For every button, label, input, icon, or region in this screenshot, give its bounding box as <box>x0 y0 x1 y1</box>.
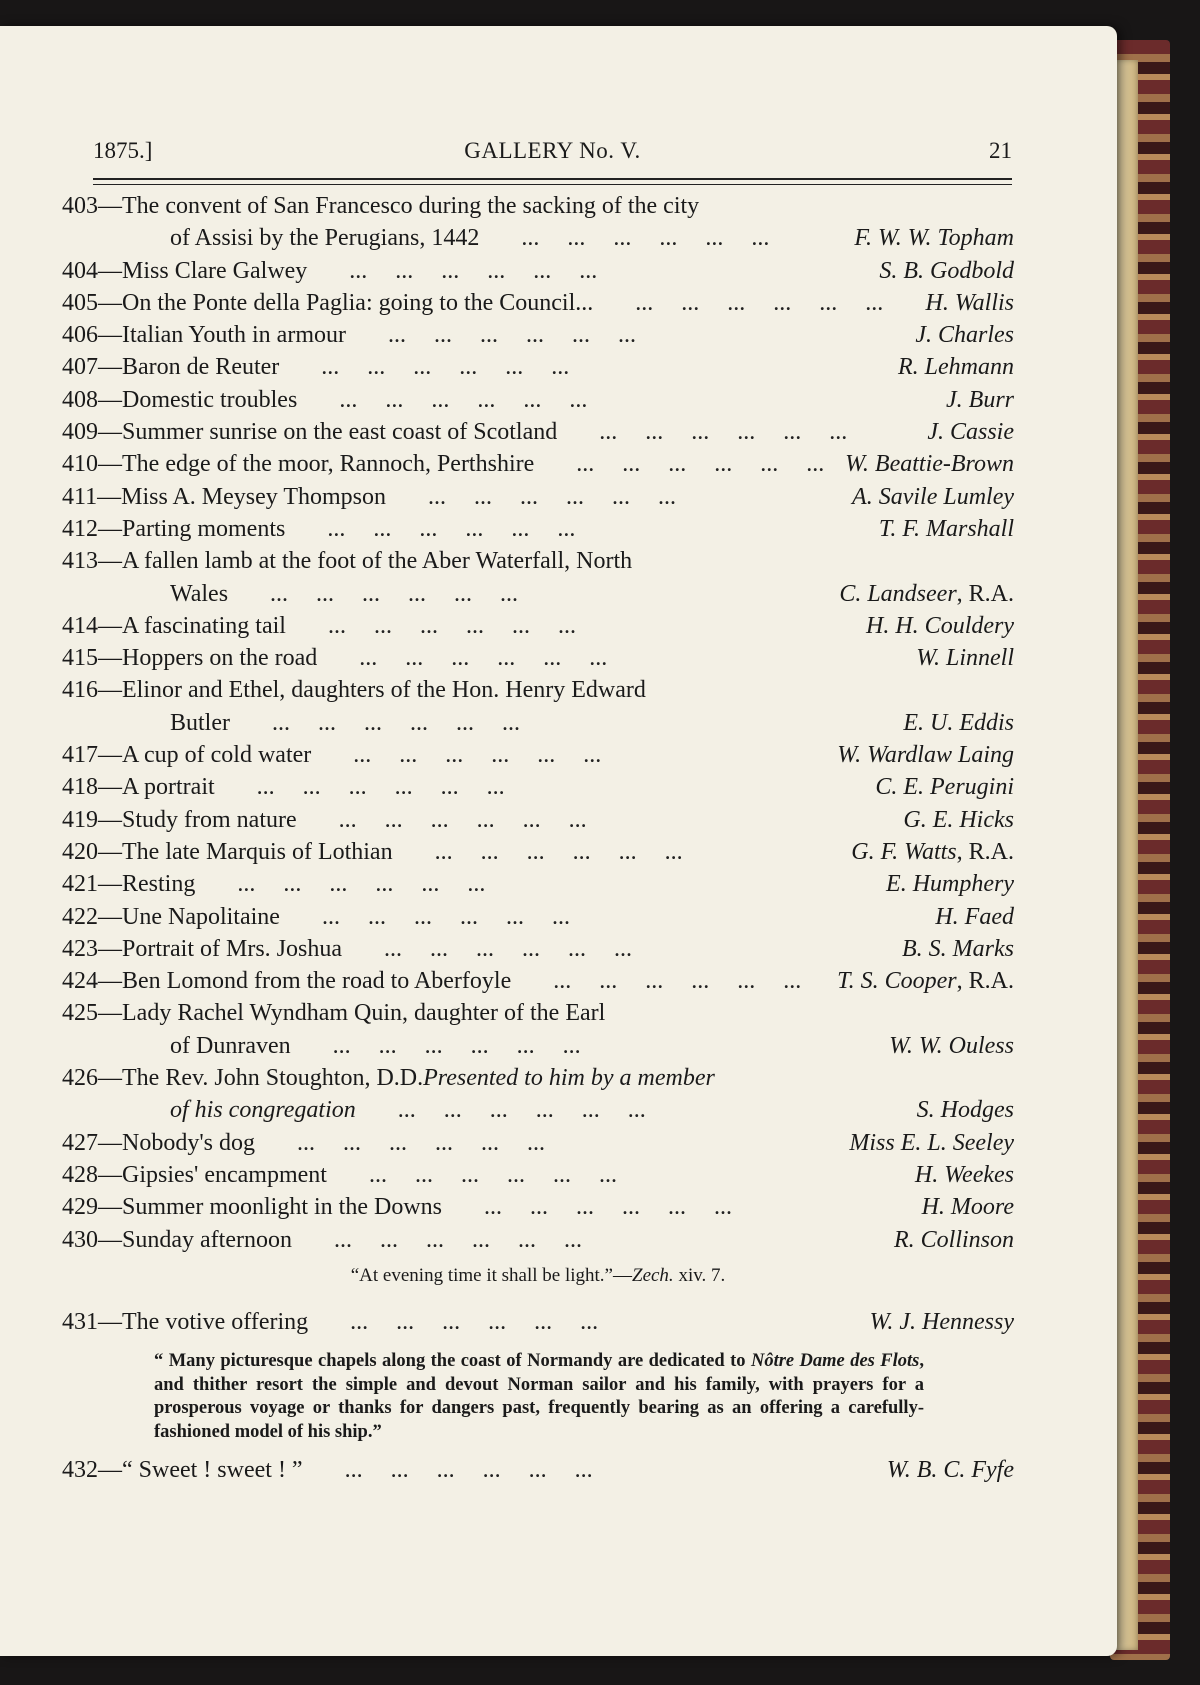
dot-leader: ... ... ... ... ... ... <box>325 742 602 769</box>
entry-title: 430—Sunday afternoon ... ... ... ... ... ... <box>62 1226 582 1253</box>
entry-artist: C. E. Perugini <box>875 774 1014 801</box>
entry-title: 415—Hoppers on the road ... ... ... ... ... ... <box>62 645 608 672</box>
entry-line <box>62 901 1014 933</box>
entry-artist: E. Humphery <box>886 871 1014 898</box>
entry-line <box>62 965 1014 997</box>
entry-line <box>62 771 1014 803</box>
entry-line <box>62 287 1014 319</box>
entry-artist: H. Moore <box>921 1194 1014 1221</box>
catalogue-entry <box>62 965 1014 997</box>
artist-honour: , R.A. <box>956 580 1014 607</box>
entry-artist: J. Charles <box>915 322 1014 349</box>
catalogue-entry <box>62 901 1014 933</box>
entry-line <box>62 739 1014 771</box>
dot-leader: ... ... ... ... ... ... <box>305 1226 582 1253</box>
catalogue-entry <box>62 1159 1014 1191</box>
catalogue-entry <box>62 416 1014 448</box>
dot-leader: ... ... ... ... ... ... <box>548 451 825 478</box>
entry-line <box>62 804 1014 836</box>
entry-artist: R. Lehmann <box>898 354 1014 381</box>
entry-artist: W. J. Hennessy <box>869 1308 1014 1335</box>
entry-title: Butler ... ... ... ... ... ... <box>170 709 520 736</box>
catalogue-entry <box>62 255 1014 287</box>
catalogue-entry <box>62 997 1014 1062</box>
entry-line <box>62 933 1014 965</box>
entry-line <box>62 707 1014 739</box>
dot-leader: ... ... ... ... ... ... <box>228 774 505 801</box>
entry-line: 416—Elinor and Ethel, daughters of the Hon. Henry Edward <box>62 677 646 704</box>
dot-leader: ... ... ... ... ... ... <box>269 1129 545 1156</box>
dot-leader: ... ... ... ... ... ... <box>209 871 486 898</box>
page-edges <box>1116 60 1138 1650</box>
entry-line <box>62 1030 1014 1062</box>
quote-normandy: “ Many picturesque chapels along the coast of Normandy are dedicated to Nôtre Dame des Flots, and thither resort the simple and devout Norman sailor and his family, with prayers for a prosperous voyage or thanks for dangers past, frequently bearing as an offering a carefully-fashioned model of his ship.” <box>154 1351 924 1442</box>
entry-artist: H. Faed <box>935 903 1014 930</box>
catalogue-entry <box>62 384 1014 416</box>
entry-artist: E. U. Eddis <box>903 709 1014 736</box>
header-title: GALLERY No. V. <box>464 138 641 163</box>
entry-title: 424—Ben Lomond from the road to Aberfoyle ... ... ... ... ... ... <box>62 968 802 995</box>
entry-line <box>62 642 1014 674</box>
entry-artist: J. Cassie <box>927 419 1014 446</box>
entry-line <box>62 255 1014 287</box>
dot-leader: ... ... ... ... ... ... <box>400 483 677 510</box>
catalogue-entry <box>62 610 1014 642</box>
entry-title: 418—A portrait ... ... ... ... ... ... <box>62 774 505 801</box>
entry-continuation: of his congregation <box>170 1097 356 1124</box>
entry-line <box>62 868 1014 900</box>
entry-title: 411—Miss A. Meysey Thompson ... ... ... ... ... ... <box>62 483 677 510</box>
entry-artist: W. Wardlaw Laing <box>837 742 1014 769</box>
entry-line <box>62 1159 1014 1191</box>
entry-line <box>62 836 1014 868</box>
entry-title: 429—Summer moonlight in the Downs ... ... ... ... ... ... <box>62 1194 732 1221</box>
entry-title: 412—Parting moments ... ... ... ... ... ... <box>62 515 576 542</box>
catalogue-entry <box>62 836 1014 868</box>
dot-leader: ... ... ... ... ... ... <box>299 515 576 542</box>
entry-title: 407—Baron de Reuter ... ... ... ... ... ... <box>62 354 570 381</box>
entry-line <box>62 351 1014 383</box>
entry-line <box>62 319 1014 351</box>
entry-title: 423—Portrait of Mrs. Joshua ... ... ... ... ... ... <box>62 935 632 962</box>
catalogue-entry <box>62 1306 1014 1338</box>
entry-title: 408—Domestic troubles ... ... ... ... ... ... <box>62 386 588 413</box>
catalogue-entry <box>62 319 1014 351</box>
entry-artist: W. Linnell <box>916 645 1014 672</box>
catalogue-entry <box>62 448 1014 480</box>
dot-leader: ... ... ... ... ... ... <box>406 838 683 865</box>
entry-artist: H. Weekes <box>914 1161 1014 1188</box>
entry-line <box>62 1094 1014 1126</box>
entry-title: 417—A cup of cold water ... ... ... ... ... ... <box>62 742 602 769</box>
entry-line <box>62 578 1014 610</box>
entry-artist: R. Collinson <box>893 1226 1014 1253</box>
artist-honour: , R.A. <box>956 968 1014 995</box>
entry-line <box>62 448 1014 480</box>
entry-artist: T. F. Marshall <box>878 515 1014 542</box>
dot-leader: ... ... ... ... ... ... <box>322 1308 599 1335</box>
quote-source: Zech. <box>632 1264 674 1286</box>
catalogue-entry <box>62 642 1014 674</box>
dot-leader: ... ... ... ... ... ... <box>304 1032 581 1059</box>
catalogue-entry <box>62 804 1014 836</box>
entry-line: 425—Lady Rachel Wyndham Quin, daughter of the Earl <box>62 1000 606 1027</box>
entry-artist: W. Beattie-Brown <box>845 451 1014 478</box>
entry-title: 410—The edge of the moor, Rannoch, Perthshire ... ... ... ... ... ... <box>62 451 825 478</box>
entry-title: 431—The votive offering ... ... ... ... ... ... <box>62 1308 599 1335</box>
entry-line: 413—A fallen lamb at the foot of the Aber Waterfall, North <box>62 548 633 575</box>
catalogue-entry <box>62 771 1014 803</box>
dot-leader: ... ... ... ... ... ... <box>607 289 884 316</box>
entry-title: 409—Summer sunrise on the east coast of Scotland ... ... ... ... ... ... <box>62 419 848 446</box>
catalogue-entry <box>62 1127 1014 1159</box>
dot-leader: ... ... ... ... ... ... <box>310 806 587 833</box>
entry-artist: F. W. W. Topham <box>854 225 1014 252</box>
book-page <box>0 26 1117 1656</box>
entry-presented: Presented to him by a member <box>423 1065 715 1092</box>
artist-honour: , R.A. <box>956 838 1014 865</box>
dot-leader: ... ... ... ... ... ... <box>316 1457 593 1484</box>
entry-artist: T. S. Cooper, R.A. <box>837 968 1014 995</box>
dot-leader: ... ... ... ... ... ... <box>321 257 598 284</box>
entry-artist: H. H. Couldery <box>866 612 1014 639</box>
dot-leader: ... ... ... ... ... ... <box>456 1194 732 1221</box>
entry-artist: B. S. Marks <box>902 935 1014 962</box>
entry-line <box>62 416 1014 448</box>
entry-title: 426—The Rev. John Stoughton, D.D. <box>62 1065 424 1092</box>
catalogue-entry <box>62 1062 1014 1127</box>
entry-line <box>62 1306 1014 1338</box>
catalogue-entry <box>62 739 1014 771</box>
header-rule-thin <box>93 184 1012 185</box>
entry-title: Wales ... ... ... ... ... ... <box>170 580 519 607</box>
dot-leader: ... ... ... ... ... ... <box>331 645 608 672</box>
quote-zechariah: “At evening time it shall be light.”—Zech. xiv. 7. <box>350 1264 726 1286</box>
entry-line <box>62 1062 1014 1094</box>
header-year: 1875.] <box>93 138 153 163</box>
catalogue-entry <box>62 1224 1014 1256</box>
entry-title: of Assisi by the Perugians, 1442 ... ... ... ... ... ... <box>170 225 770 252</box>
entry-artist: S. B. Godbold <box>879 257 1014 284</box>
catalogue-entry <box>62 674 1014 739</box>
catalogue-entry <box>62 868 1014 900</box>
entry-artist: G. F. Watts, R.A. <box>851 838 1014 865</box>
catalogue-list <box>62 190 1014 1486</box>
page-number: 21 <box>989 138 1012 163</box>
quote-italic: Nôtre Dame des Flots <box>750 1351 920 1372</box>
catalogue-entry <box>62 287 1014 319</box>
entry-line <box>62 513 1014 545</box>
dot-leader: ... ... ... ... ... ... <box>299 612 576 639</box>
entry-line <box>62 481 1014 513</box>
entry-artist: A. Savile Lumley <box>852 483 1014 510</box>
dot-leader: ... ... ... ... ... ... <box>571 419 848 446</box>
catalogue-entry <box>62 351 1014 383</box>
dot-leader: ... ... ... ... ... ... <box>359 322 636 349</box>
entry-artist: Miss E. L. Seeley <box>849 1129 1014 1156</box>
entry-artist: J. Burr <box>946 386 1014 413</box>
entry-line <box>62 1191 1014 1223</box>
entry-line <box>62 222 1014 254</box>
dot-leader: ... ... ... ... ... ... <box>242 580 519 607</box>
dot-leader: ... ... ... ... ... ... <box>493 225 770 252</box>
catalogue-entry <box>62 190 1014 255</box>
entry-title: 419—Study from nature ... ... ... ... ... ... <box>62 806 587 833</box>
entry-title: 427—Nobody's dog ... ... ... ... ... ... <box>62 1129 545 1156</box>
entry-artist: W. B. C. Fyfe <box>886 1457 1014 1484</box>
catalogue-entry <box>62 1454 1014 1486</box>
dot-leader: ... ... ... ... ... ... <box>293 903 570 930</box>
catalogue-entry <box>62 545 1014 610</box>
entry-title: 404—Miss Clare Galwey ... ... ... ... ... ... <box>62 257 598 284</box>
entry-artist: G. E. Hicks <box>903 806 1014 833</box>
entry-title: 405—On the Ponte della Paglia: going to the Council... ... ... ... ... ... ... <box>62 289 884 316</box>
entry-line <box>62 1127 1014 1159</box>
entry-title: 414—A fascinating tail ... ... ... ... ... ... <box>62 612 576 639</box>
entry-artist: C. Landseer, R.A. <box>839 580 1014 607</box>
entry-line <box>62 1224 1014 1256</box>
entry-line <box>62 610 1014 642</box>
dot-leader: ... ... ... ... ... ... <box>340 1161 617 1188</box>
entry-title: 421—Resting ... ... ... ... ... ... <box>62 871 486 898</box>
entry-line <box>62 1454 1014 1486</box>
catalogue-entry <box>62 933 1014 965</box>
dot-leader: ... ... ... ... ... ... <box>293 354 570 381</box>
catalogue-entry <box>62 513 1014 545</box>
dot-leader: ... ... ... ... ... ... <box>369 1097 646 1124</box>
entry-title <box>170 1094 909 1126</box>
dot-leader: ... ... ... ... ... ... <box>311 386 588 413</box>
dot-leader: ... ... ... ... ... ... <box>355 935 632 962</box>
entry-artist: S. Hodges <box>916 1097 1014 1124</box>
entry-artist: W. W. Ouless <box>889 1032 1014 1059</box>
running-header <box>93 138 1012 178</box>
entry-line: 403—The convent of San Francesco during the sacking of the city <box>62 193 700 219</box>
entry-title: of Dunraven ... ... ... ... ... ... <box>170 1032 581 1059</box>
dot-leader: ... ... ... ... ... ... <box>244 709 520 736</box>
entry-title: 406—Italian Youth in armour ... ... ... ... ... ... <box>62 322 636 349</box>
entry-title: 432—“ Sweet ! sweet ! ” ... ... ... ... ... ... <box>62 1457 593 1484</box>
catalogue-entry <box>62 1191 1014 1223</box>
entry-title: 420—The late Marquis of Lothian ... ... ... ... ... ... <box>62 838 683 865</box>
entry-line <box>62 384 1014 416</box>
entry-title: 428—Gipsies' encampment ... ... ... ... ... ... <box>62 1161 617 1188</box>
entry-artist: H. Wallis <box>925 289 1014 316</box>
dot-leader: ... ... ... ... ... ... <box>525 968 802 995</box>
catalogue-entry <box>62 481 1014 513</box>
entry-title: 422—Une Napolitaine ... ... ... ... ... ... <box>62 903 570 930</box>
header-rule <box>93 178 1012 180</box>
